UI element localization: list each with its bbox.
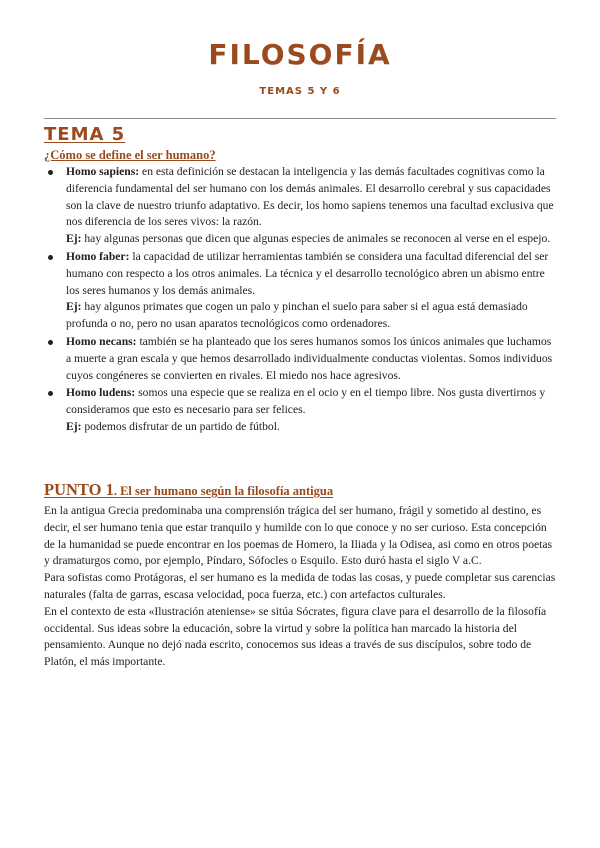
term-colon: : [135,165,140,178]
definitions-list [44,164,556,437]
term: Homo faber: [66,249,130,263]
term: Homo necans: [66,334,137,348]
list-item [44,334,556,384]
example-text: podemos disfrutar de un partido de fútbol. [84,419,280,433]
definition: en esta definición se destacan la inteligencia y las demás facultades cognitivas como la diferencia fundamental del ser humano con los demás animales. El desarrollo cerebral y sus capacidades son la clave de nuestro triunfo adaptativo. Es decir, los homo sapiens tenemos una facultad exclusiva que nos diferencia de los seres vivos: la razón. [66,165,554,229]
divider [44,118,556,119]
list-item [44,164,556,248]
example-label: Ej: [66,419,82,433]
term: Homo ludens: [66,386,136,400]
paragraph: Para sofistas como Protágoras, el ser humano es la medida de todas las cosas, y puede completar sus carencias naturales (falta de garras, escasa velocidad, poca fuerza, etc.) con artefactos culturales. [44,571,556,601]
definition: la capacidad de utilizar herramientas también se considera una facultad diferencial del ser humano con respecto a los otros animales. La técnica y el desarrollo tecnológico abren un abismo entre los seres humanos y los demás animales. [66,249,549,297]
punto-title: . El ser humano según la filosofía antigua [113,484,334,498]
definition: también se ha planteado que los seres humanos somos los únicos animales que luchamos a muerte a gran escala y que hemos desarrollado individualmente conductas violentas. Somos individuos cuyos congéneres se convierten en rivales. El miedo nos hace agresivos. [66,334,553,382]
paragraph: En la antigua Grecia predominaba una comprensión trágica del ser humano, frágil y sometido al destino, es decir, el ser humano tenia que estar tranquilo y humilde con lo que conoce y no ser curioso. Esta concepción de la humanidad se puede encontrar en los poemas de Homero, la Iliada y la Odisea, asi como en otros poetas y dramaturgos como, por ejemplo, Píndaro, Sófocles o Esquilo. Esto duró hasta el siglo V a.C. [44,504,553,568]
section-heading-punto [44,480,333,500]
page-title: FILOSOFÍA [208,38,392,71]
bullet-icon [48,340,53,345]
section-heading-tema: TEMA 5 [44,124,126,145]
list-item [44,249,556,333]
page-subtitle: TEMAS 5 Y 6 [259,86,341,97]
term: Homo sapiens [66,165,136,178]
punto-number: PUNTO 1 [44,480,114,499]
section-body [44,503,556,671]
list-item [44,385,556,435]
bullet-icon [48,391,53,396]
paragraph: En el contexto de esta «Ilustración ateniense» se sitúa Sócrates, figura clave para el desarrollo de la filosofía occidental. Sus ideas sobre la educación, sobre la virtud y sobre la política han marcado la historia del pensamiento. Aunque no dejó nada escrito, conocemos sus ideas a través de sus discípulos, sobre todo de Platón, el más importante. [44,604,547,669]
section-question: ¿Cómo se define el ser humano? [44,148,216,162]
example-label: Ej: [66,300,82,314]
example-text: hay algunas personas que dicen que algunas especies de animales se reconocen al verse en el espejo. [84,232,551,246]
example-label: Ej: [66,232,82,246]
example-text: hay algunos primates que cogen un palo y pinchan el suelo para saber si el agua está demasiado profunda o no, pero no usan aparatos tecnológicos como ordenadores. [66,300,528,331]
definition: somos una especie que se realiza en el ocio y en el tiempo libre. Nos gusta divertirnos y consideramos que esto es necesario para ser felices. [66,386,546,417]
bullet-icon [48,255,53,260]
bullet-icon [48,170,53,175]
